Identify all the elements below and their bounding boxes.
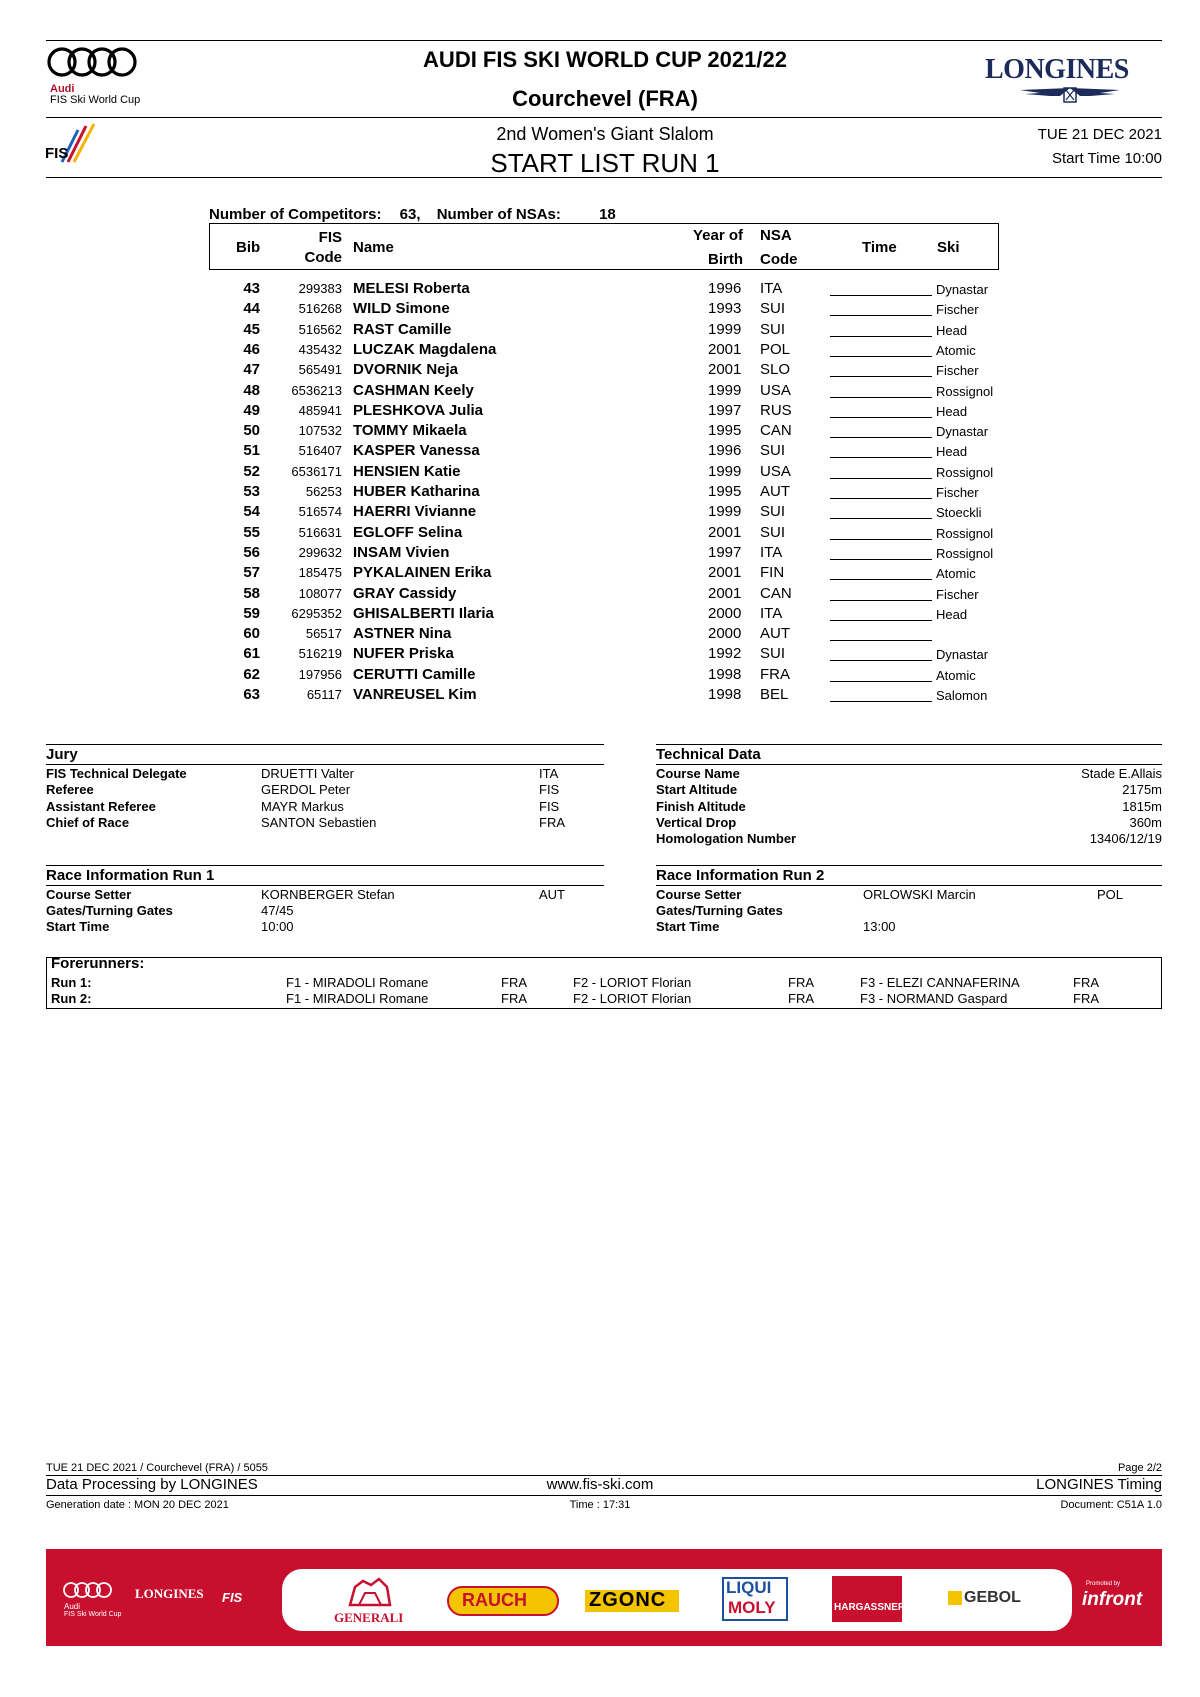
technical-label: Start Altitude — [656, 782, 738, 798]
athlete-name: WILD Simone — [353, 300, 450, 318]
jury-title: Jury — [46, 746, 78, 763]
ski-brand: Stoeckli — [936, 505, 982, 521]
nsa-code: SUI — [760, 320, 786, 338]
run1-start: 10:00 — [261, 919, 294, 934]
athlete-name: INSAM Vivien — [353, 543, 450, 561]
jury-title-rule — [46, 764, 604, 765]
athlete-name: VANREUSEL Kim — [353, 686, 477, 703]
jury-role: Assistant Referee — [46, 798, 156, 814]
race-start-time: Start Time 10:00 — [1051, 150, 1162, 167]
year-of-birth: 1996 — [708, 280, 742, 297]
sponsor-hargassner: HARGASSNER — [834, 1602, 906, 1613]
ski-brand: Dynastar — [936, 647, 989, 663]
ski-brand: Head — [936, 444, 968, 460]
year-of-birth: 2000 — [708, 625, 742, 643]
technical-label: Course Name — [656, 766, 740, 781]
run1-title: Race Information Run 1 — [46, 867, 215, 884]
forerunner-name: F3 - ELEZI CANNAFERINA — [860, 975, 1020, 990]
run1-start-label: Start Time — [46, 919, 110, 934]
footer-generation: Generation date : MON 20 DEC 2021 — [46, 1499, 229, 1511]
table-row — [0, 280, 1200, 300]
athlete-name: MELESI Roberta — [353, 280, 470, 297]
run2-top-rule — [656, 865, 1162, 866]
time-blank-line — [830, 544, 932, 560]
nsa-code: RUS — [760, 401, 792, 419]
fis-logo — [44, 122, 100, 166]
run2-gates-label: Gates/Turning Gates — [656, 903, 783, 918]
nsa-code: SUI — [760, 442, 786, 460]
fis-code: 299632 — [298, 544, 342, 560]
athlete-name: TOMMY Mikaela — [353, 422, 467, 440]
athlete-name: CASHMAN Keely — [353, 381, 474, 399]
fis-code: 185475 — [298, 565, 342, 581]
header-bottom-rule — [46, 177, 1162, 178]
forerunners-run1-label: Run 1: — [51, 975, 92, 990]
ski-brand: Dynastar — [936, 424, 989, 440]
bib: 45 — [243, 320, 260, 338]
ski-brand: Fischer — [936, 363, 979, 379]
ski-brand: Rossignol — [936, 464, 994, 480]
nsa-code: USA — [760, 462, 791, 480]
bib: 59 — [243, 604, 260, 622]
sponsor-rauch: RAUCH — [462, 1590, 527, 1610]
run1-title-rule — [46, 885, 604, 886]
ski-brand: Head — [936, 606, 968, 622]
sponsor-zgonc: ZGONC — [589, 1589, 667, 1611]
athlete-name: HAERRI Vivianne — [353, 503, 477, 521]
fis-code: 6295352 — [291, 605, 342, 621]
bib: 61 — [243, 645, 260, 663]
nsa-code: ITA — [760, 280, 783, 297]
run1-gates-label: Gates/Turning Gates — [46, 903, 173, 918]
time-blank-line — [830, 321, 932, 337]
jury-name: GERDOL Peter — [261, 782, 351, 798]
bib: 48 — [243, 381, 260, 399]
jury-name: MAYR Markus — [261, 798, 344, 814]
year-of-birth: 1997 — [708, 543, 742, 561]
race-date: TUE 21 DEC 2021 — [1037, 126, 1162, 143]
table-row — [0, 605, 1200, 625]
sponsor-promoted: Promoted by — [1086, 1581, 1121, 1587]
nsa-code: AUT — [760, 483, 790, 500]
bib: 43 — [243, 280, 260, 297]
nsa-code: AUT — [760, 625, 790, 643]
forerunner-nat: FRA — [1073, 991, 1099, 1006]
table-row — [0, 422, 1200, 442]
table-row — [0, 645, 1200, 665]
competitor-summary — [209, 206, 616, 223]
nsa-code: ITA — [760, 604, 783, 622]
footer-timing: LONGINES Timing — [1036, 1476, 1162, 1493]
ski-brand: Rossignol — [936, 383, 994, 399]
run2-setter-label: Course Setter — [656, 887, 742, 902]
forerunner-nat: FRA — [788, 975, 814, 990]
year-of-birth: 2001 — [708, 523, 742, 541]
sponsor-longines: LONGINES — [135, 1586, 204, 1601]
nsa-code: SUI — [760, 503, 786, 521]
year-of-birth: 1995 — [708, 483, 742, 500]
fis-code: 516407 — [298, 443, 342, 459]
run1-setter: KORNBERGER Stefan — [261, 887, 395, 902]
header-name: Name — [353, 239, 394, 256]
athlete-name: RAST Camille — [353, 320, 452, 338]
time-blank-line — [830, 442, 932, 458]
time-blank-line — [830, 605, 932, 621]
jury-top-rule — [46, 744, 604, 745]
jury-nat: FIS — [539, 782, 560, 798]
fis-code: 6536213 — [291, 382, 342, 398]
year-of-birth: 2001 — [708, 361, 742, 379]
bib: 57 — [243, 564, 260, 582]
header-fis-code-1: FIS — [318, 229, 342, 246]
year-of-birth: 1999 — [708, 503, 742, 521]
table-row — [0, 341, 1200, 361]
time-blank-line — [830, 625, 932, 641]
jury-name: DRUETTI Valter — [261, 766, 354, 781]
bib: 47 — [243, 361, 260, 379]
year-of-birth: 1998 — [708, 665, 742, 683]
competitors-label: Number of Competitors: — [209, 206, 382, 223]
time-blank-line — [830, 585, 932, 601]
bib: 52 — [243, 462, 260, 480]
header-time: Time — [862, 239, 897, 256]
competitors-value: 63, — [399, 206, 421, 223]
footer-doc-ref: TUE 21 DEC 2021 / Courchevel (FRA) / 5055 — [46, 1462, 268, 1474]
technical-label: Homologation Number — [656, 831, 797, 847]
header-fis-code-2: Code — [304, 249, 342, 266]
athlete-name: DVORNIK Neja — [353, 361, 459, 379]
athlete-name: NUFER Priska — [353, 645, 454, 663]
footer-processing: Data Processing by LONGINES — [46, 1476, 258, 1493]
athlete-name: HENSIEN Katie — [353, 462, 461, 480]
nsa-code: SUI — [760, 300, 786, 318]
year-of-birth: 1998 — [708, 686, 742, 703]
table-row — [0, 585, 1200, 605]
header-nsa-2: Code — [760, 251, 798, 268]
fis-code: 197956 — [298, 666, 342, 682]
fis-code: 516631 — [298, 524, 342, 540]
nsas-label: Number of NSAs: — [436, 206, 561, 223]
forerunner-name: F1 - MIRADOLI Romane — [286, 991, 429, 1006]
gebol-icon — [948, 1591, 962, 1605]
fis-code: 516562 — [298, 321, 342, 337]
run1-gates: 47/45 — [261, 903, 294, 918]
technical-label: Vertical Drop — [656, 814, 737, 830]
ski-brand: Atomic — [936, 566, 976, 582]
time-blank-line — [830, 361, 932, 377]
jury-role: Chief of Race — [46, 814, 130, 830]
header-nsa-1: NSA — [760, 227, 792, 244]
table-row — [0, 442, 1200, 462]
time-blank-line — [830, 564, 932, 580]
bib: 58 — [243, 584, 260, 602]
ski-brand: Dynastar — [936, 282, 989, 297]
nsas-value: 18 — [599, 206, 616, 223]
nsa-code: CAN — [760, 422, 792, 440]
table-row — [0, 503, 1200, 523]
ski-brand: Rossignol — [936, 545, 994, 561]
time-blank-line — [830, 341, 932, 357]
technical-value: 360m — [1129, 814, 1162, 830]
table-row — [0, 544, 1200, 564]
fis-logo-text: FIS — [45, 145, 69, 162]
bib: 54 — [243, 503, 260, 521]
forerunners-run2-label: Run 2: — [51, 991, 92, 1006]
technical-value: 1815m — [1122, 798, 1162, 814]
year-of-birth: 1993 — [708, 300, 742, 318]
fis-code: 299383 — [298, 281, 342, 296]
footer-page: Page 2/2 — [1117, 1462, 1162, 1474]
technical-value: 2175m — [1122, 782, 1162, 798]
fis-code: 56517 — [305, 626, 342, 642]
fis-code: 65117 — [306, 687, 342, 702]
jury-nat: ITA — [539, 766, 559, 781]
year-of-birth: 1995 — [708, 422, 742, 440]
table-row — [0, 300, 1200, 320]
athlete-name: CERUTTI Camille — [353, 665, 476, 683]
sponsor-audi-rings-icon — [62, 1580, 112, 1600]
sponsor-gebol: GEBOL — [964, 1589, 1021, 1606]
jury-name: SANTON Sebastien — [261, 814, 377, 830]
ski-brand: Head — [936, 403, 968, 419]
fis-code: 516574 — [298, 504, 342, 520]
time-blank-line — [830, 300, 932, 316]
time-blank-line — [830, 524, 932, 540]
event-name: 2nd Women's Giant Slalom — [496, 124, 714, 144]
footer-website[interactable]: www.fis-ski.com — [546, 1476, 654, 1493]
table-row — [0, 524, 1200, 544]
time-blank-line — [830, 402, 932, 418]
year-of-birth: 1999 — [708, 320, 742, 338]
athlete-name: KASPER Vanessa — [353, 442, 480, 460]
table-row — [0, 402, 1200, 422]
table-row — [0, 625, 1200, 645]
run2-title: Race Information Run 2 — [656, 867, 825, 884]
longines-logo: LONGINES — [985, 54, 1129, 85]
list-title: START LIST RUN 1 — [490, 148, 720, 178]
header-year-1: Year of — [692, 227, 743, 244]
bib: 60 — [243, 625, 260, 643]
time-blank-line — [830, 463, 932, 479]
fis-code: 516268 — [298, 301, 342, 317]
hargassner-badge — [832, 1576, 902, 1622]
time-blank-line — [830, 382, 932, 398]
technical-top-rule — [656, 744, 1162, 745]
year-of-birth: 1997 — [708, 401, 742, 419]
year-of-birth: 2000 — [708, 604, 742, 622]
bib: 56 — [243, 543, 260, 561]
athlete-name: LUCZAK Magdalena — [353, 340, 497, 358]
run2-setter: ORLOWSKI Marcin — [863, 887, 976, 902]
time-blank-line — [830, 503, 932, 519]
fis-code: 6536171 — [291, 463, 342, 479]
bib: 63 — [243, 686, 260, 703]
fis-code: 108077 — [298, 585, 342, 601]
forerunner-nat: FRA — [501, 991, 527, 1006]
nsa-code: SUI — [760, 645, 786, 663]
fis-code: 516219 — [298, 646, 342, 662]
fis-code: 565491 — [298, 362, 342, 378]
footer-time: Time : 17:31 — [569, 1499, 631, 1511]
table-row — [0, 321, 1200, 341]
year-of-birth: 1999 — [708, 381, 742, 399]
forerunner-name: F2 - LORIOT Florian — [573, 975, 692, 990]
nsa-code: CAN — [760, 584, 792, 602]
fis-code: 56253 — [305, 484, 342, 499]
table-row — [0, 382, 1200, 402]
sponsor-moly: MOLY — [728, 1598, 776, 1617]
jury-role: Referee — [46, 782, 94, 798]
nsa-code: POL — [760, 340, 791, 358]
year-of-birth: 1996 — [708, 442, 742, 460]
audi-sub: FIS Ski World Cup — [50, 94, 141, 106]
audi-brand: Audi — [50, 83, 75, 95]
athlete-name: PLESHKOVA Julia — [353, 401, 484, 419]
header-mid-rule — [46, 117, 1162, 118]
time-blank-line — [830, 645, 932, 661]
year-of-birth: 1999 — [708, 462, 742, 480]
forerunner-name: F2 - LORIOT Florian — [573, 991, 692, 1006]
fis-code: 107532 — [298, 423, 342, 439]
technical-label: Finish Altitude — [656, 798, 746, 814]
bib: 62 — [243, 665, 260, 683]
bib: 50 — [243, 422, 260, 440]
athlete-name: PYKALAINEN Erika — [353, 564, 492, 582]
forerunner-name: F3 - NORMAND Gaspard — [860, 991, 1008, 1006]
run1-setter-label: Course Setter — [46, 887, 132, 902]
run2-start: 13:00 — [863, 919, 896, 934]
header-bib: Bib — [236, 239, 261, 256]
table-row — [0, 463, 1200, 483]
jury-nat: FRA — [539, 814, 565, 830]
time-blank-line — [830, 686, 932, 702]
sponsor-audi: Audi — [64, 1602, 81, 1611]
time-blank-line — [830, 483, 932, 499]
athlete-name: EGLOFF Selina — [353, 523, 463, 541]
table-row — [0, 361, 1200, 381]
run1-setter-nat: AUT — [539, 887, 565, 902]
run2-setter-nat: POL — [1097, 887, 1124, 902]
nsa-code: ITA — [760, 543, 783, 561]
cup-title: AUDI FIS SKI WORLD CUP 2021/22 — [423, 47, 787, 72]
time-blank-line — [830, 280, 932, 296]
sponsor-fis: FIS — [222, 1590, 243, 1605]
technical-title: Technical Data — [656, 746, 761, 763]
ski-brand: Salomon — [936, 688, 988, 703]
ski-brand: Fischer — [936, 586, 979, 602]
footer-document: Document: C51A 1.0 — [1060, 1499, 1162, 1511]
audi-rings-logo — [46, 44, 138, 80]
forerunner-nat: FRA — [501, 975, 527, 990]
table-row — [0, 564, 1200, 584]
nsa-code: SUI — [760, 523, 786, 541]
nsa-code: USA — [760, 381, 791, 399]
year-of-birth: 2001 — [708, 340, 742, 358]
time-blank-line — [830, 666, 932, 682]
jury-nat: FIS — [539, 798, 560, 814]
sponsor-liqui: LIQUI — [726, 1578, 772, 1597]
nsa-code: FIN — [760, 564, 785, 582]
longines-wings-icon — [1000, 84, 1140, 104]
ski-brand: Atomic — [936, 342, 976, 358]
forerunner-name: F1 - MIRADOLI Romane — [286, 975, 429, 990]
athlete-name: ASTNER Nina — [353, 625, 452, 643]
run1-top-rule — [46, 865, 604, 866]
technical-value: Stade E.Allais — [1081, 766, 1162, 781]
forerunner-nat: FRA — [788, 991, 814, 1006]
table-row — [0, 686, 1200, 706]
year-of-birth: 2001 — [708, 564, 742, 582]
ski-brand: Fischer — [936, 302, 979, 318]
year-of-birth: 2001 — [708, 584, 742, 602]
header-ski: Ski — [937, 239, 960, 256]
sponsor-infront: infront — [1082, 1589, 1143, 1610]
athlete-name: HUBER Katharina — [353, 483, 480, 500]
header-top-rule — [46, 40, 1162, 41]
run2-title-rule — [656, 885, 1162, 886]
ski-brand: Atomic — [936, 667, 976, 683]
bib: 44 — [243, 300, 260, 318]
forerunner-nat: FRA — [1073, 975, 1099, 990]
forerunners-title: Forerunners: — [51, 955, 145, 972]
header-year-2: Birth — [708, 251, 743, 268]
jury-role: FIS Technical Delegate — [46, 766, 187, 781]
table-row — [0, 483, 1200, 503]
technical-title-rule — [656, 764, 1162, 765]
nsa-code: SLO — [760, 361, 791, 379]
footer-bottom-rule — [46, 1495, 1162, 1496]
nsa-code: FRA — [760, 665, 790, 683]
sponsor-generali: GENERALI — [334, 1610, 404, 1625]
bib: 53 — [243, 483, 260, 500]
technical-value: 13406/12/19 — [1089, 831, 1162, 847]
fis-code: 485941 — [298, 402, 342, 418]
fis-code: 435432 — [298, 341, 342, 357]
bib: 49 — [243, 401, 260, 419]
nsa-code: BEL — [760, 686, 789, 703]
athlete-name: GRAY Cassidy — [353, 584, 457, 602]
run2-start-label: Start Time — [656, 919, 720, 934]
ski-brand: Rossignol — [936, 525, 994, 541]
ski-brand: Fischer — [936, 485, 979, 500]
race-location: Courchevel (FRA) — [512, 86, 698, 111]
generali-lion-icon — [345, 1575, 395, 1609]
year-of-birth: 1992 — [708, 645, 742, 663]
athlete-name: GHISALBERTI Ilaria — [353, 604, 494, 622]
sponsor-audi-sub: FIS Ski World Cup — [64, 1611, 122, 1618]
bib: 51 — [243, 442, 260, 460]
ski-brand: Head — [936, 322, 968, 338]
bib: 55 — [243, 523, 260, 541]
time-blank-line — [830, 422, 932, 438]
bib: 46 — [243, 340, 260, 358]
table-row — [0, 666, 1200, 686]
